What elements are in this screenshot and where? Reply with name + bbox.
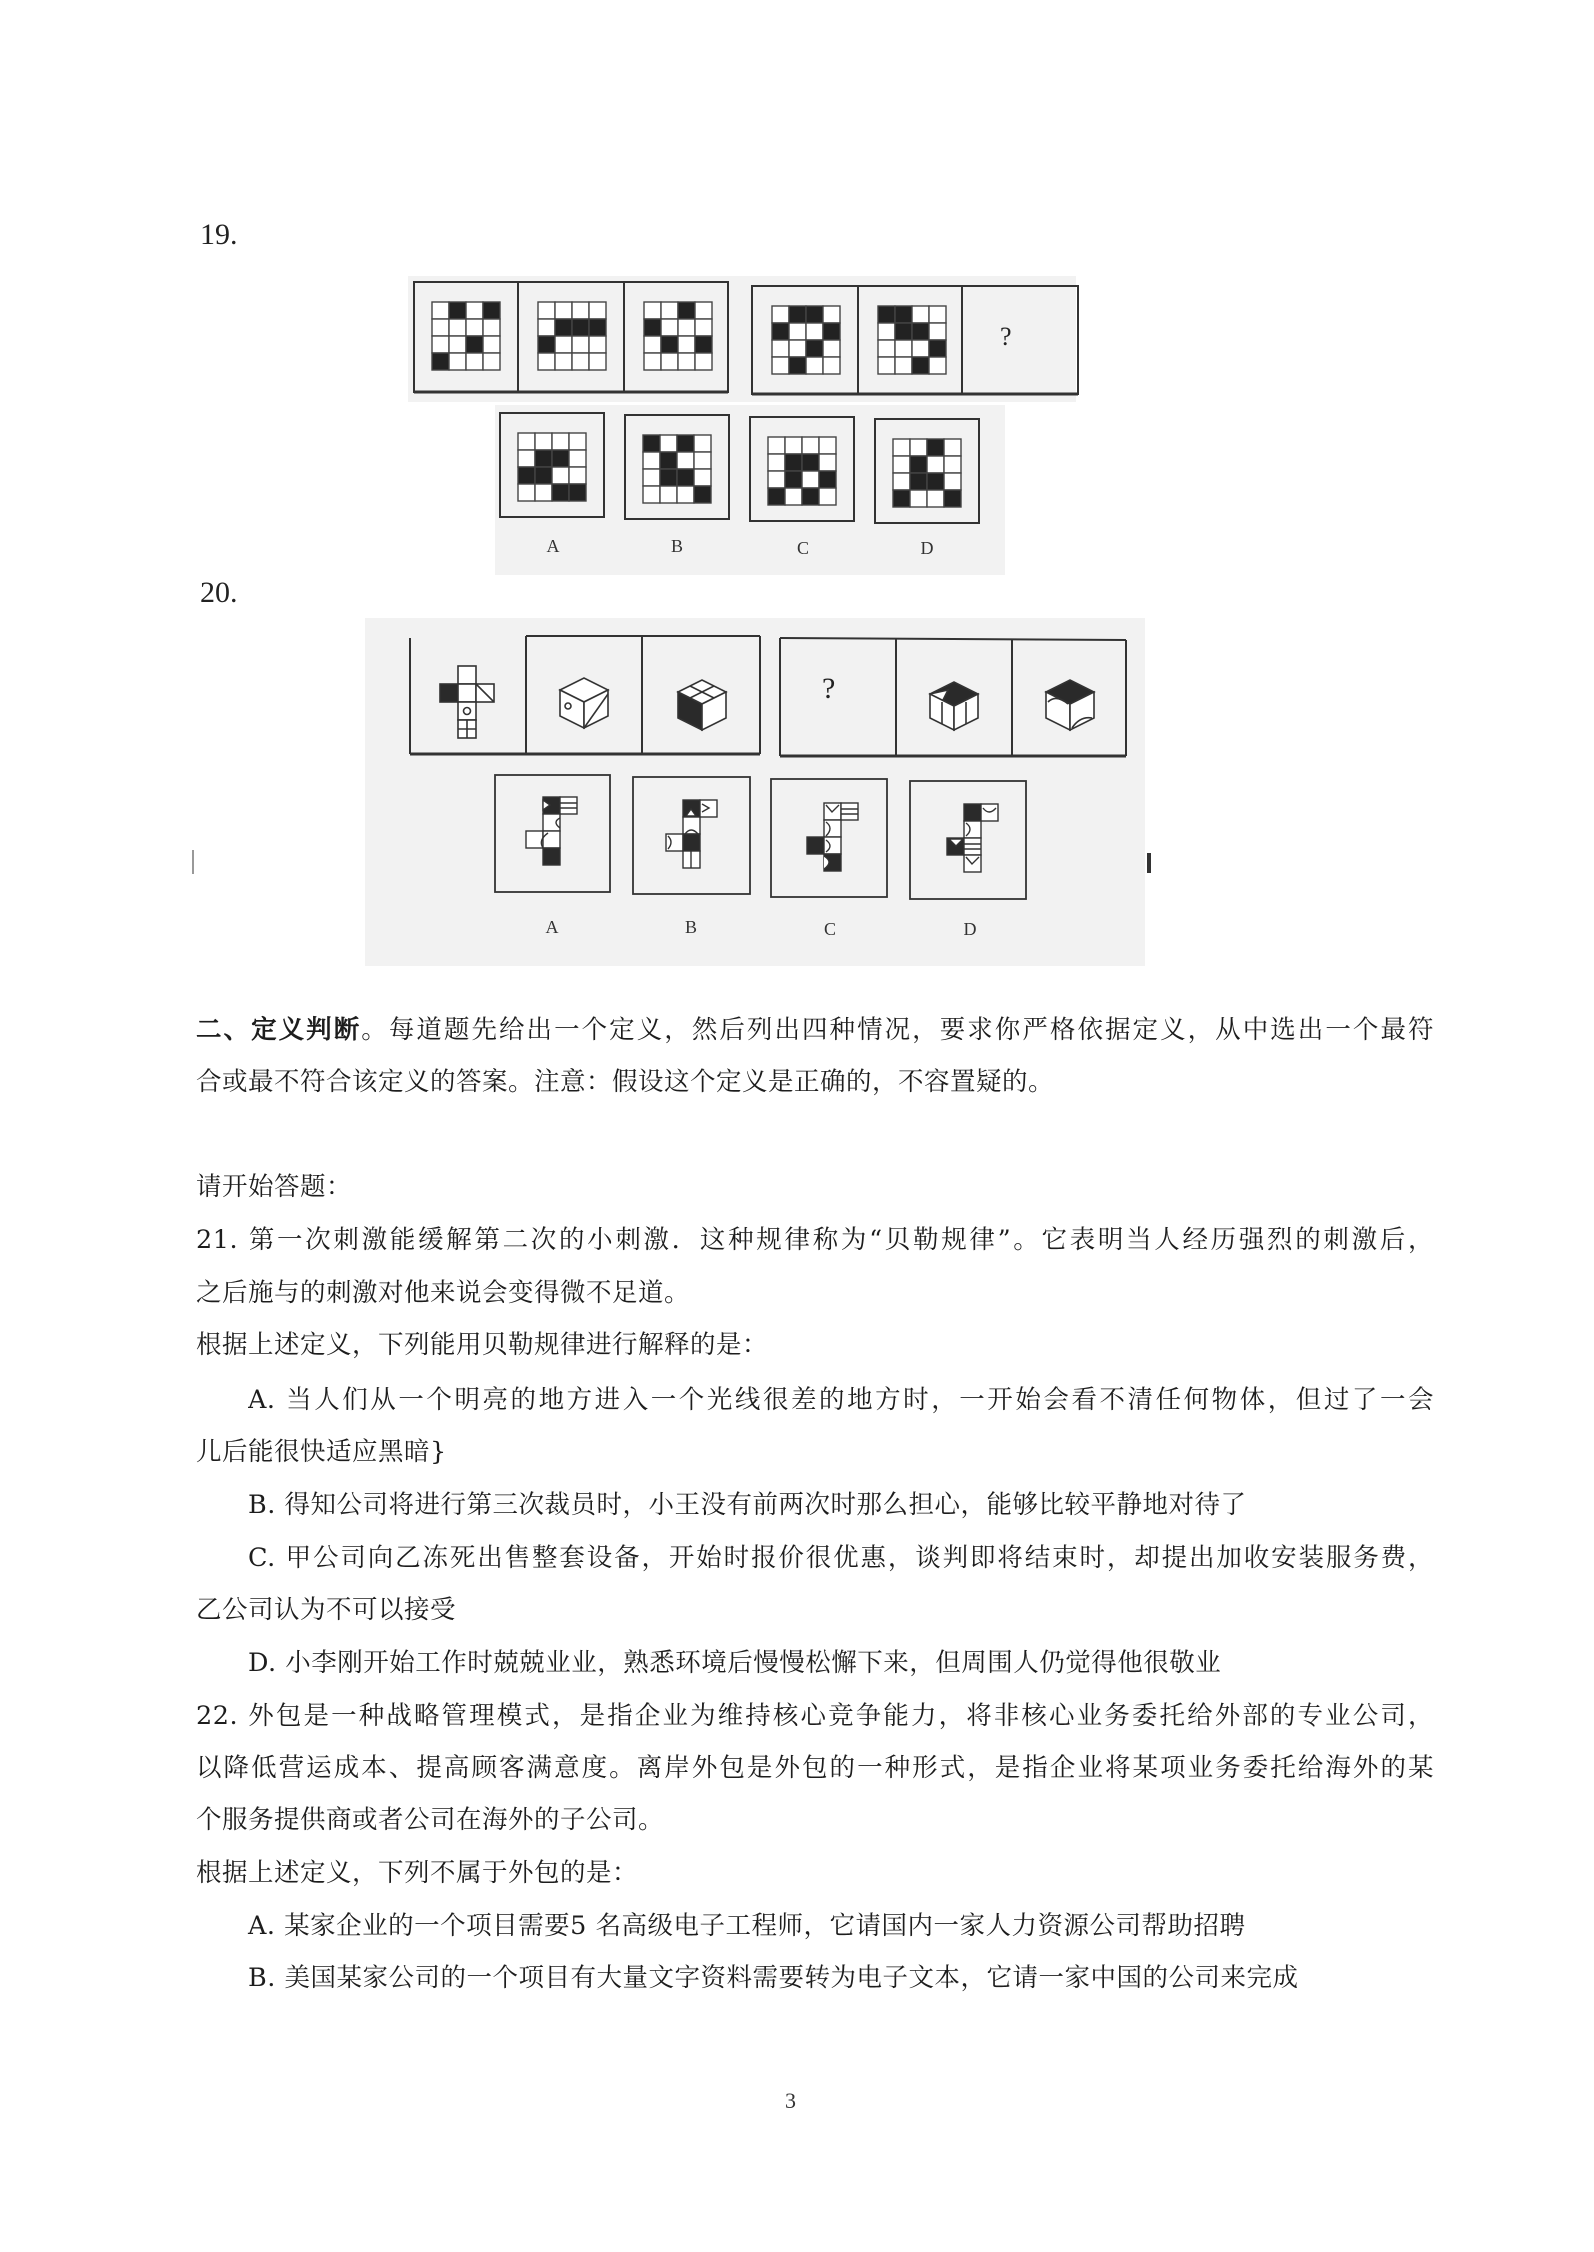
grid-cell-empty bbox=[893, 456, 910, 473]
grid-cell-empty bbox=[555, 353, 572, 370]
q19-option-label-c[interactable]: C bbox=[796, 538, 809, 558]
grid-cell-empty bbox=[895, 357, 912, 374]
grid-cell-empty bbox=[677, 486, 694, 503]
grid-cell-empty bbox=[912, 306, 929, 323]
grid-cell-filled bbox=[927, 473, 944, 490]
grid-cell-empty bbox=[789, 340, 806, 357]
q20-sequence-figure bbox=[408, 632, 1130, 760]
grid-cell-empty bbox=[772, 306, 789, 323]
grid-cell-filled bbox=[912, 323, 929, 340]
q21-option-c-line-2[interactable]: 乙公司认为不可以接受 bbox=[196, 1595, 457, 1625]
grid-cell-filled bbox=[660, 469, 677, 486]
grid-cell-empty bbox=[538, 302, 555, 319]
q19-sequence-grid-5 bbox=[878, 306, 946, 374]
grid-cell-empty bbox=[772, 357, 789, 374]
grid-cell-empty bbox=[929, 306, 946, 323]
grid-cell-empty bbox=[768, 454, 785, 471]
grid-cell-empty bbox=[819, 454, 836, 471]
grid-cell-empty bbox=[878, 357, 895, 374]
q22-stem-line-3: 个服务提供商或者公司在海外的子公司。 bbox=[196, 1805, 665, 1835]
grid-cell-filled bbox=[944, 490, 961, 507]
q19-sequence-frames bbox=[414, 282, 1078, 394]
grid-cell-filled bbox=[927, 439, 944, 456]
grid-cell-empty bbox=[772, 340, 789, 357]
grid-cell-filled bbox=[789, 357, 806, 374]
grid-cell-filled bbox=[483, 302, 500, 319]
q21-option-c-line-1[interactable]: C. 甲公司向乙冻死出售整套设备，开始时报价很优惠，谈判即将结束时，却提出加收安装服务费， bbox=[248, 1543, 1434, 1573]
section-intro-text: 。每道题先给出一个定义，然后列出四种情况，要求你严格依据定义，从中选出一个最符 bbox=[361, 1015, 1434, 1045]
grid-cell-empty bbox=[819, 437, 836, 454]
grid-cell-empty bbox=[552, 433, 569, 450]
section-heading: 二、定义判断 bbox=[196, 1015, 362, 1045]
grid-cell-filled bbox=[695, 336, 712, 353]
grid-cell-empty bbox=[535, 484, 552, 501]
grid-cell-filled bbox=[910, 456, 927, 473]
q20-options-figure bbox=[490, 770, 1035, 902]
grid-cell-empty bbox=[823, 357, 840, 374]
q22-option-b[interactable]: B. 美国某家公司的一个项目有大量文字资料需要转为电子文本，它请一家中国的公司来完成 bbox=[248, 1963, 1299, 1993]
grid-cell-empty bbox=[538, 353, 555, 370]
grid-cell-filled bbox=[895, 323, 912, 340]
grid-cell-filled bbox=[893, 490, 910, 507]
grid-cell-empty bbox=[789, 323, 806, 340]
grid-cell-filled bbox=[552, 450, 569, 467]
q20-option-label-d[interactable]: D bbox=[963, 919, 977, 939]
grid-cell-filled bbox=[802, 454, 819, 471]
grid-cell-empty bbox=[819, 488, 836, 505]
grid-cell-empty bbox=[677, 452, 694, 469]
q19-option-label-b[interactable]: B bbox=[670, 536, 683, 556]
grid-cell-empty bbox=[694, 452, 711, 469]
grid-cell-filled bbox=[895, 306, 912, 323]
grid-cell-empty bbox=[555, 336, 572, 353]
grid-cell-empty bbox=[661, 353, 678, 370]
q22-stem-line-2: 以降低营运成本、提高顾客满意度。离岸外包是外包的一种形式，是指企业将某项业务委托给海外的某 bbox=[196, 1753, 1434, 1783]
grid-cell-empty bbox=[678, 319, 695, 336]
grid-cell-empty bbox=[895, 340, 912, 357]
grid-cell-filled bbox=[789, 306, 806, 323]
grid-cell-empty bbox=[785, 488, 802, 505]
grid-cell-empty bbox=[944, 439, 961, 456]
grid-cell-filled bbox=[910, 473, 927, 490]
grid-cell-empty bbox=[660, 435, 677, 452]
grid-cell-empty bbox=[806, 323, 823, 340]
grid-cell-empty bbox=[695, 353, 712, 370]
grid-cell-empty bbox=[432, 302, 449, 319]
grid-cell-filled bbox=[785, 454, 802, 471]
grid-cell-filled bbox=[678, 302, 695, 319]
grid-cell-empty bbox=[569, 467, 586, 484]
net-option-a-icon bbox=[526, 797, 577, 865]
grid-cell-empty bbox=[572, 336, 589, 353]
grid-cell-filled bbox=[660, 452, 677, 469]
cube-black-top-folded-icon bbox=[930, 682, 978, 730]
grid-cell-empty bbox=[695, 319, 712, 336]
q21-option-b[interactable]: B. 得知公司将进行第三次裁员时，小王没有前两次时那么担心，能够比较平静地对待了 bbox=[248, 1490, 1247, 1520]
grid-cell-empty bbox=[644, 336, 661, 353]
page-number: 3 bbox=[785, 2088, 796, 2113]
start-answering: 请开始答题： bbox=[196, 1172, 353, 1202]
scan-mark-left bbox=[192, 850, 194, 874]
grid-cell-filled bbox=[538, 336, 555, 353]
grid-cell-empty bbox=[893, 473, 910, 490]
grid-cell-empty bbox=[518, 484, 535, 501]
grid-cell-filled bbox=[912, 357, 929, 374]
grid-cell-empty bbox=[449, 336, 466, 353]
grid-cell-empty bbox=[802, 471, 819, 488]
grid-cell-filled bbox=[552, 484, 569, 501]
grid-cell-empty bbox=[694, 469, 711, 486]
grid-cell-filled bbox=[677, 469, 694, 486]
grid-cell-filled bbox=[466, 336, 483, 353]
grid-cell-empty bbox=[572, 302, 589, 319]
q21-option-a-line-1[interactable]: A. 当人们从一个明亮的地方进入一个光线很差的地方时，一开始会看不清任何物体，但过了一会 bbox=[248, 1385, 1434, 1415]
q19-option-grid-c bbox=[768, 437, 836, 505]
grid-cell-empty bbox=[466, 302, 483, 319]
grid-cell-empty bbox=[878, 340, 895, 357]
grid-cell-empty bbox=[660, 486, 677, 503]
grid-cell-empty bbox=[466, 319, 483, 336]
grid-cell-filled bbox=[518, 467, 535, 484]
grid-cell-empty bbox=[929, 323, 946, 340]
grid-cell-empty bbox=[518, 433, 535, 450]
grid-cell-filled bbox=[589, 319, 606, 336]
grid-cell-empty bbox=[661, 319, 678, 336]
q20-option-label-b[interactable]: B bbox=[684, 917, 697, 937]
grid-cell-empty bbox=[944, 456, 961, 473]
q19-question-mark: ? bbox=[1000, 322, 1012, 351]
grid-cell-empty bbox=[589, 336, 606, 353]
grid-cell-filled bbox=[806, 306, 823, 323]
grid-cell-empty bbox=[555, 302, 572, 319]
q20-question-mark: ? bbox=[822, 672, 836, 705]
grid-cell-empty bbox=[910, 490, 927, 507]
grid-cell-filled bbox=[802, 488, 819, 505]
grid-cell-filled bbox=[878, 306, 895, 323]
grid-cell-empty bbox=[678, 336, 695, 353]
grid-cell-filled bbox=[449, 302, 466, 319]
grid-cell-empty bbox=[449, 319, 466, 336]
grid-cell-filled bbox=[535, 450, 552, 467]
grid-cell-filled bbox=[535, 467, 552, 484]
grid-cell-empty bbox=[569, 433, 586, 450]
grid-cell-filled bbox=[572, 319, 589, 336]
section-intro-line-1 bbox=[196, 1015, 1434, 1045]
net-option-c-icon bbox=[807, 803, 858, 871]
net-option-d-icon bbox=[947, 804, 998, 872]
q19-sequence-grid-4 bbox=[772, 306, 840, 374]
grid-cell-empty bbox=[552, 467, 569, 484]
grid-cell-empty bbox=[661, 302, 678, 319]
cube-black-side-icon bbox=[678, 680, 726, 730]
grid-cell-filled bbox=[432, 353, 449, 370]
grid-cell-filled bbox=[643, 435, 660, 452]
grid-cell-empty bbox=[944, 473, 961, 490]
grid-cell-empty bbox=[785, 437, 802, 454]
grid-cell-empty bbox=[644, 302, 661, 319]
grid-cell-empty bbox=[589, 353, 606, 370]
grid-cell-empty bbox=[483, 319, 500, 336]
q20-option-label-a[interactable]: A bbox=[545, 917, 559, 937]
grid-cell-empty bbox=[643, 452, 660, 469]
q19-sequence-grid-1 bbox=[432, 302, 500, 370]
grid-cell-empty bbox=[643, 469, 660, 486]
grid-cell-empty bbox=[929, 357, 946, 374]
grid-cell-empty bbox=[823, 340, 840, 357]
q19-sequence-figure bbox=[410, 278, 1080, 400]
grid-cell-empty bbox=[806, 357, 823, 374]
grid-cell-empty bbox=[802, 437, 819, 454]
grid-cell-empty bbox=[910, 439, 927, 456]
grid-cell-empty bbox=[572, 353, 589, 370]
question-19-number: 19. bbox=[200, 218, 238, 251]
grid-cell-empty bbox=[768, 471, 785, 488]
q19-sequence-grid-3 bbox=[644, 302, 712, 370]
scan-mark-right bbox=[1147, 853, 1151, 873]
grid-cell-empty bbox=[432, 319, 449, 336]
grid-cell-empty bbox=[449, 353, 466, 370]
grid-cell-filled bbox=[644, 319, 661, 336]
grid-cell-empty bbox=[589, 302, 606, 319]
grid-cell-filled bbox=[677, 435, 694, 452]
grid-cell-filled bbox=[819, 471, 836, 488]
q21-option-d[interactable]: D. 小李刚开始工作时兢兢业业，熟悉环境后慢慢松懈下来，但周围人仍觉得他很敬业 bbox=[248, 1648, 1222, 1678]
grid-cell-filled bbox=[555, 319, 572, 336]
q19-option-grid-b bbox=[643, 435, 711, 503]
cube-black-top-curve-icon bbox=[1046, 680, 1094, 730]
section-intro-line-2: 合或最不符合该定义的答案。注意：假设这个定义是正确的，不容置疑的。 bbox=[196, 1067, 1055, 1097]
q19-option-label-d[interactable]: D bbox=[920, 538, 934, 558]
grid-cell-filled bbox=[823, 323, 840, 340]
question-20-number: 20. bbox=[200, 576, 238, 609]
grid-cell-filled bbox=[785, 471, 802, 488]
q19-options-figure bbox=[495, 408, 995, 532]
grid-cell-filled bbox=[806, 340, 823, 357]
grid-cell-empty bbox=[538, 319, 555, 336]
grid-cell-empty bbox=[768, 437, 785, 454]
q19-option-label-a[interactable]: A bbox=[546, 536, 560, 556]
grid-cell-filled bbox=[661, 336, 678, 353]
q22-option-a[interactable]: A. 某家企业的一个项目需要5 名高级电子工程师，它请国内一家人力资源公司帮助招聘 bbox=[248, 1911, 1246, 1941]
grid-cell-filled bbox=[768, 488, 785, 505]
grid-cell-empty bbox=[893, 439, 910, 456]
grid-cell-empty bbox=[823, 306, 840, 323]
q19-sequence-grid-2 bbox=[538, 302, 606, 370]
net-option-b-icon bbox=[666, 800, 717, 868]
cube-with-circle-icon bbox=[560, 678, 608, 728]
grid-cell-empty bbox=[678, 353, 695, 370]
grid-cell-empty bbox=[927, 490, 944, 507]
grid-cell-empty bbox=[912, 340, 929, 357]
q21-stem-line-1: 21. 第一次刺激能缓解第二次的小刺激．这种规律称为“贝勒规律”。它表明当人经历强烈的刺激后， bbox=[196, 1225, 1434, 1255]
q19-option-grid-a bbox=[518, 433, 586, 501]
q21-prompt: 根据上述定义，下列能用贝勒规律进行解释的是： bbox=[196, 1330, 769, 1360]
q19-option-grid-d bbox=[893, 439, 961, 507]
grid-cell-empty bbox=[483, 336, 500, 353]
grid-cell-empty bbox=[466, 353, 483, 370]
grid-cell-empty bbox=[694, 435, 711, 452]
q21-stem-line-2: 之后施与的刺激对他来说会变得微不足道。 bbox=[196, 1278, 691, 1308]
grid-cell-empty bbox=[644, 353, 661, 370]
q21-option-a-line-2[interactable]: 儿后能很快适应黑暗} bbox=[196, 1437, 447, 1467]
q22-stem-line-1: 22. 外包是一种战略管理模式，是指企业为维持核心竞争能力，将非核心业务委托给外部的专业公司， bbox=[196, 1701, 1434, 1731]
grid-cell-filled bbox=[929, 340, 946, 357]
grid-cell-empty bbox=[518, 450, 535, 467]
grid-cell-empty bbox=[432, 336, 449, 353]
grid-cell-filled bbox=[694, 486, 711, 503]
grid-cell-empty bbox=[927, 456, 944, 473]
grid-cell-filled bbox=[569, 484, 586, 501]
grid-cell-empty bbox=[695, 302, 712, 319]
grid-cell-filled bbox=[772, 323, 789, 340]
grid-cell-empty bbox=[569, 450, 586, 467]
grid-cell-empty bbox=[483, 353, 500, 370]
q22-prompt: 根据上述定义，下列不属于外包的是： bbox=[196, 1858, 639, 1888]
q20-option-label-c[interactable]: C bbox=[823, 919, 836, 939]
grid-cell-empty bbox=[643, 486, 660, 503]
cube-net-icon bbox=[440, 666, 494, 738]
grid-cell-empty bbox=[535, 433, 552, 450]
grid-cell-empty bbox=[878, 323, 895, 340]
